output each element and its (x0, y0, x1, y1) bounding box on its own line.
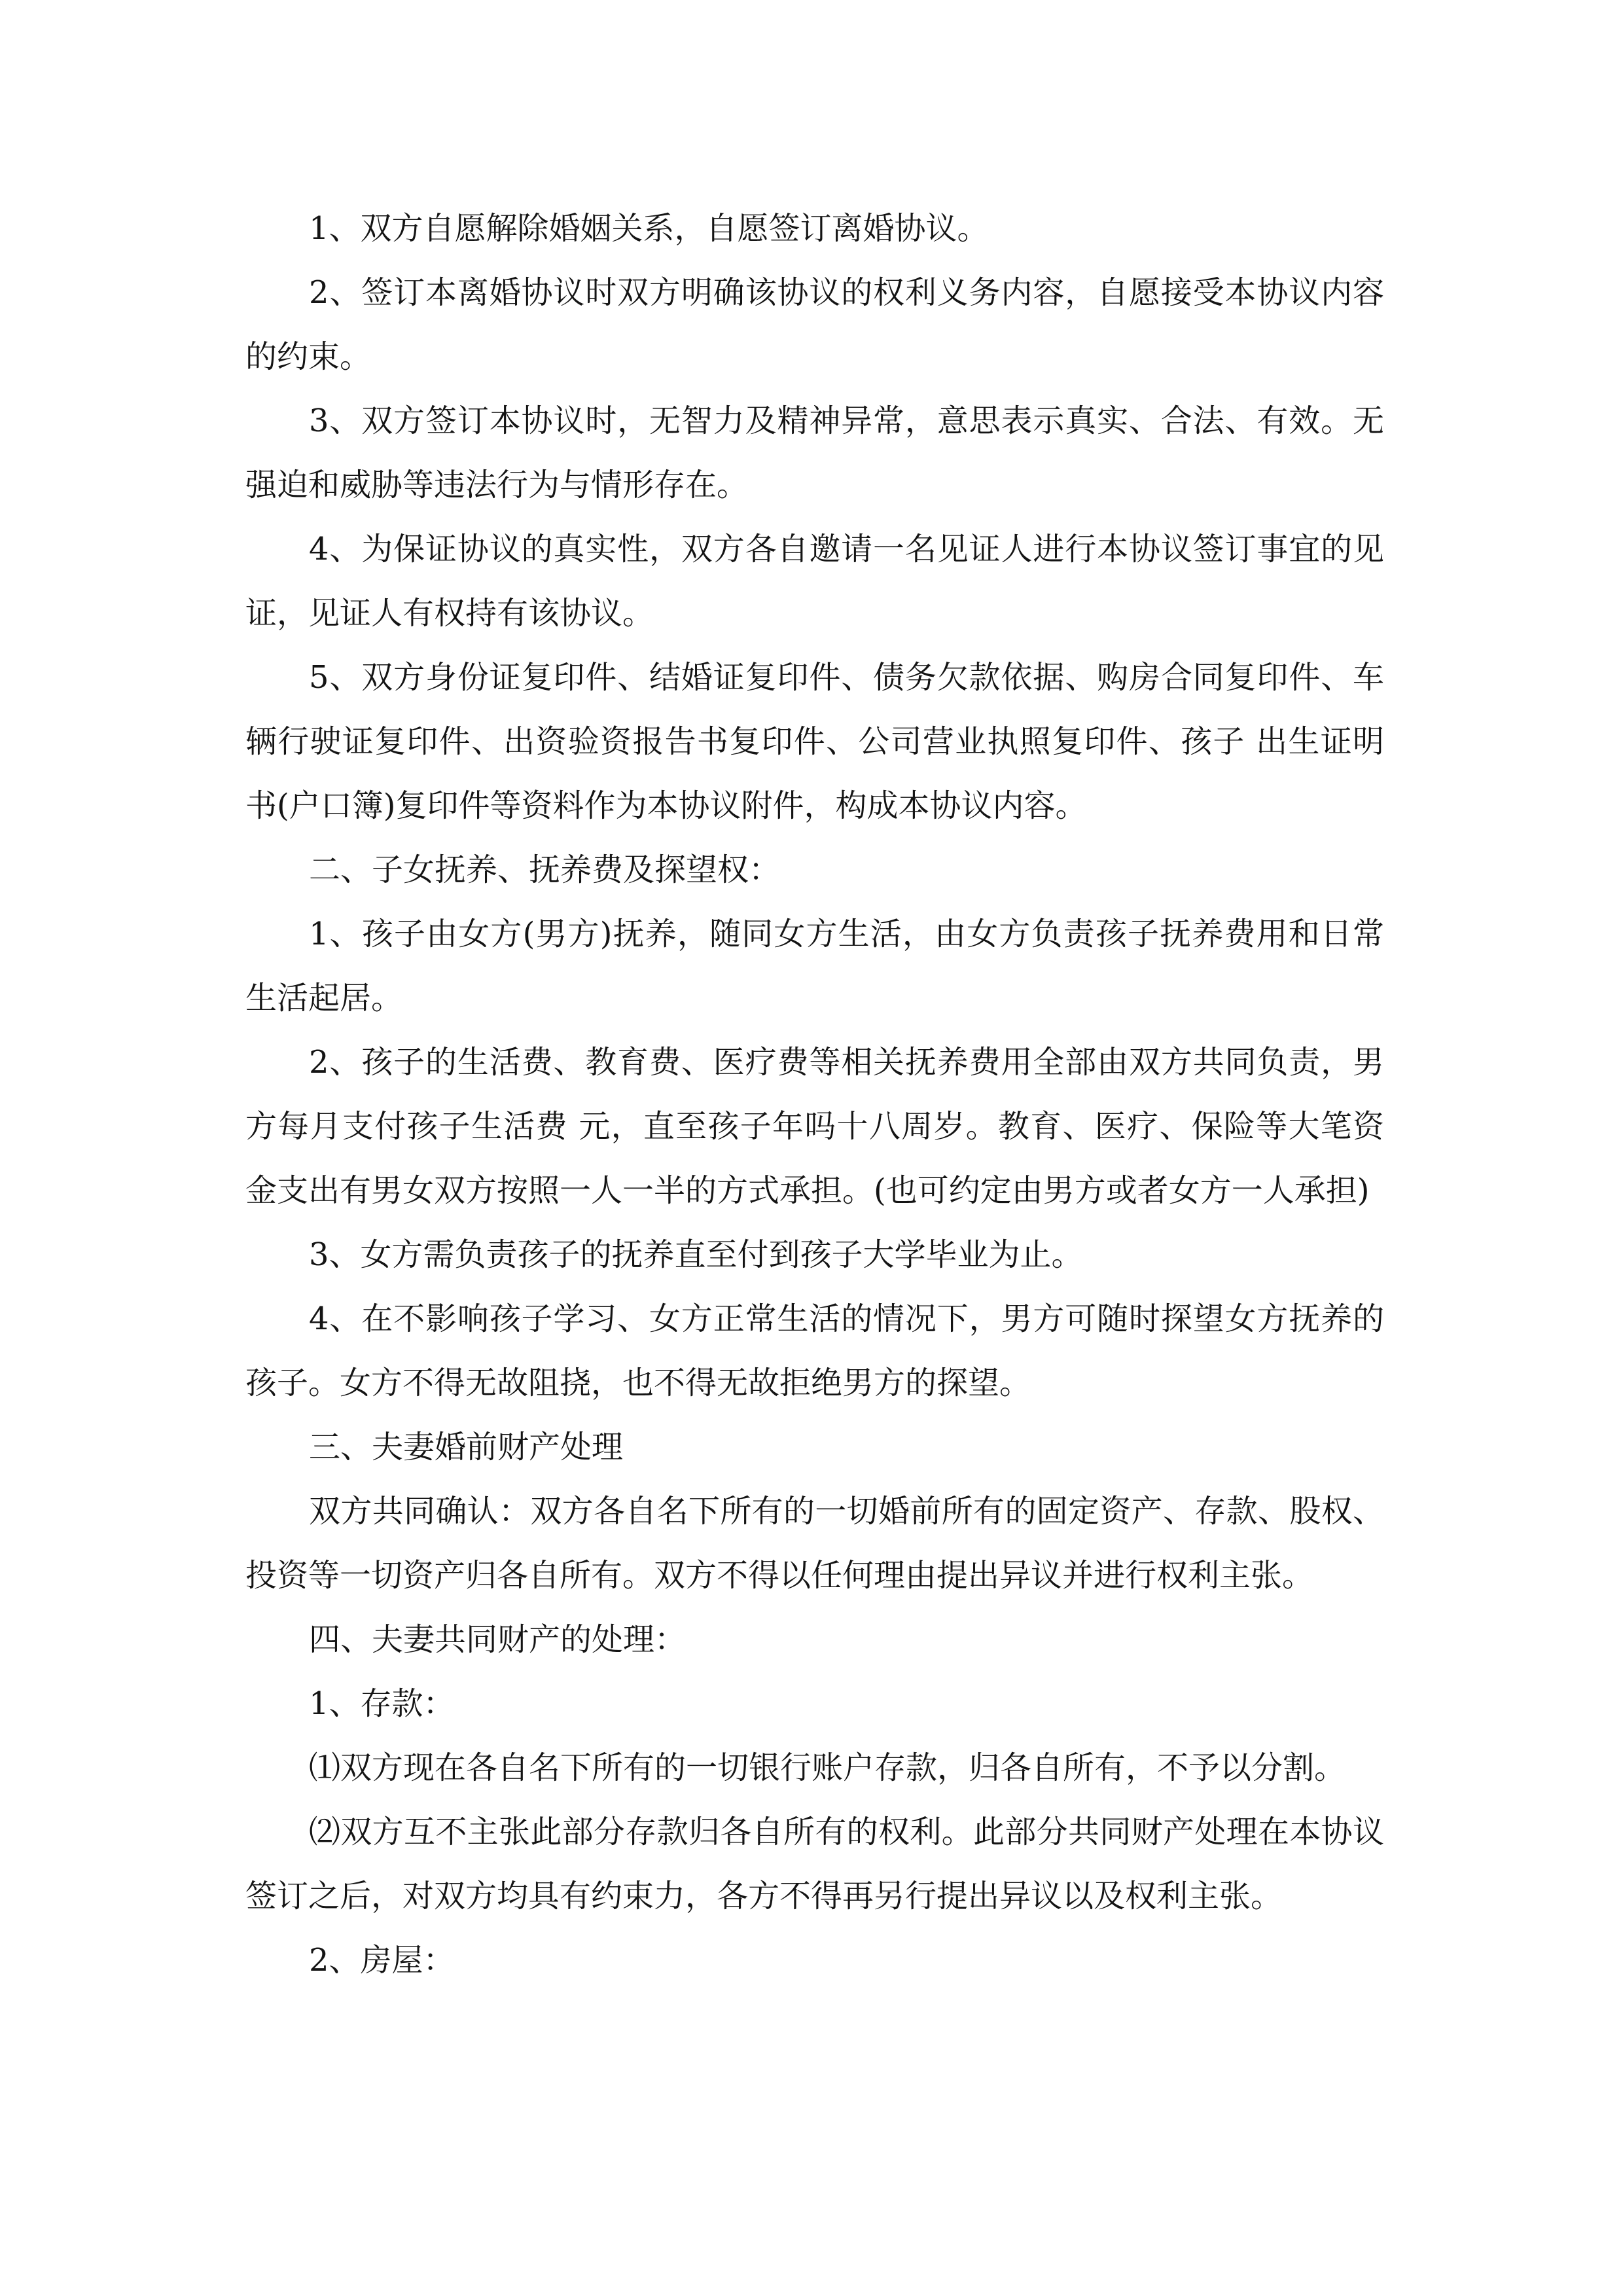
section-heading-premarital-property: 三、夫妻婚前财产处理 (309, 1429, 624, 1465)
section-heading-child-custody: 二、子女抚养、抚养费及探望权： (309, 852, 781, 888)
paragraph-agreement-voluntary: 1、双方自愿解除婚姻关系，自愿签订离婚协议。 (309, 210, 989, 247)
paragraph-rights-obligations: 2、签订本离婚协议时双方明确该协议的权利义务内容，自愿接受本协议内容的约束。 (245, 274, 1384, 375)
paragraph-custody: 1、孩子由女方(男方)抚养，随同女方生活，由女方负责孩子抚养费用和日常生活起居。 (245, 916, 1384, 1016)
subheading-deposits: 1、存款： (309, 1685, 455, 1722)
paragraph-child-support: 2、孩子的生活费、教育费、医疗费等相关抚养费用全部由双方共同负责，男方每月支付孩子生活费 元，直至孩子年吗十八周岁。教育、医疗、保险等大笔资金支出有男女双方按照一人一半的方式承担。(也可约定由男方或者女方一人承担) (245, 1044, 1384, 1209)
section-heading-joint-property: 四、夫妻共同财产的处理： (309, 1621, 687, 1658)
paragraph-education-support: 3、女方需负责孩子的抚养直至付到孩子大学毕业为止。 (309, 1236, 1083, 1273)
paragraph-witnesses: 4、为保证协议的真实性，双方各自邀请一名见证人进行本协议签订事宜的见证，见证人有权持有该协议。 (245, 531, 1384, 632)
paragraph-visitation: 4、在不影响孩子学习、女方正常生活的情况下，男方可随时探望女方抚养的孩子。女方不得无故阻挠，也不得无故拒绝男方的探望。 (245, 1300, 1384, 1401)
paragraph-mental-capacity: 3、双方签订本协议时，无智力及精神异常，意思表示真实、合法、有效。无强迫和威胁等违法行为与情形存在。 (245, 403, 1384, 503)
paragraph-premarital-property: 双方共同确认：双方各自名下所有的一切婚前所有的固定资产、存款、股权、投资等一切资产归各自所有。双方不得以任何理由提出异议并进行权利主张。 (245, 1493, 1384, 1594)
document-body (245, 196, 1384, 1992)
paragraph-deposits-1: ⑴双方现在各自名下所有的一切银行账户存款，归各自所有，不予以分割。 (309, 1749, 1346, 1786)
subheading-house: 2、房屋： (309, 1942, 455, 1979)
paragraph-attachments: 5、双方身份证复印件、结婚证复印件、债务欠款依据、购房合同复印件、车辆行驶证复印件、出资验资报告书复印件、公司营业执照复印件、孩子 出生证明书(户口簿)复印件等资料作为本协议附件，构成本协议内容。 (245, 659, 1384, 824)
paragraph-deposits-2: ⑵双方互不主张此部分存款归各自所有的权利。此部分共同财产处理在本协议签订之后，对双方均具有约束力，各方不得再另行提出异议以及权利主张。 (245, 1814, 1384, 1914)
